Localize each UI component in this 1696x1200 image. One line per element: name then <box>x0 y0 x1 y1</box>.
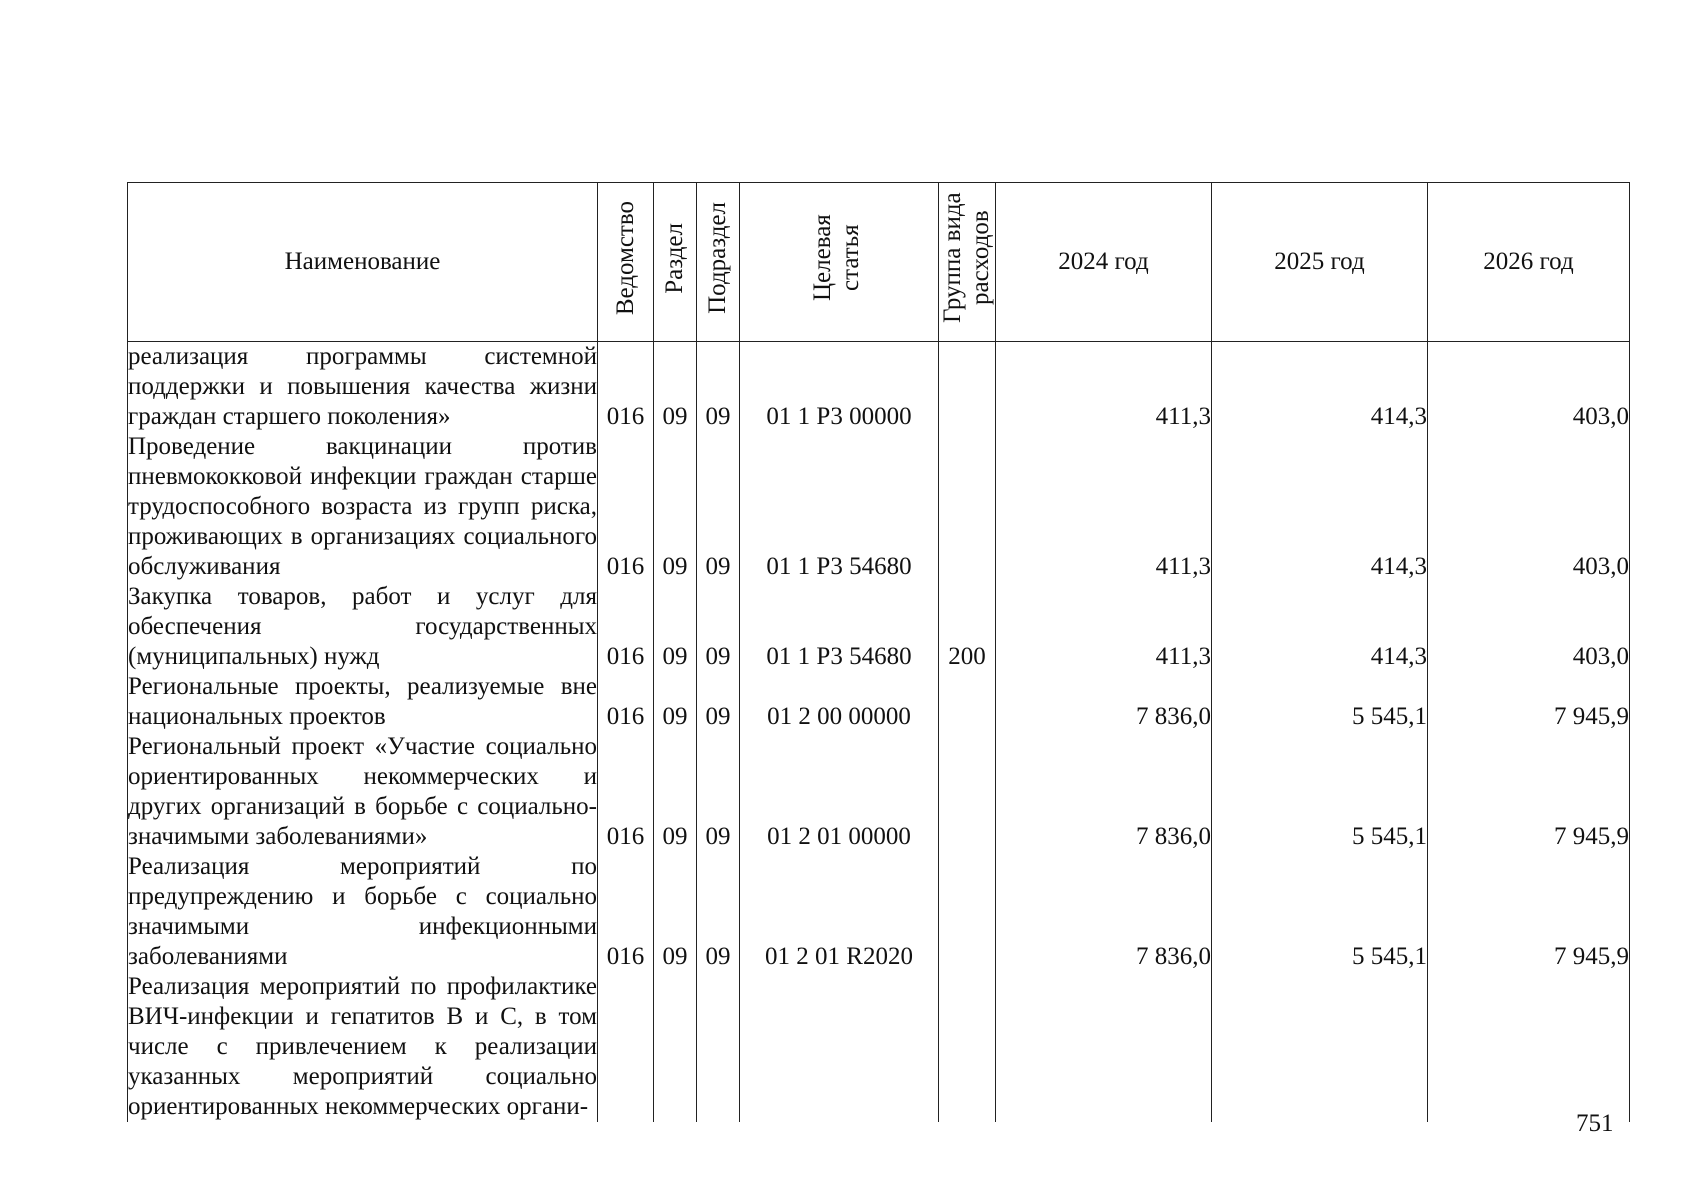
cell-target-article: 01 1 Р3 54680 <box>740 432 939 582</box>
cell-ministry: 016 <box>598 582 654 672</box>
cell-section: 09 <box>654 582 697 672</box>
table-row <box>128 972 1630 1122</box>
cell-target-article: 01 2 01 R2020 <box>740 852 939 972</box>
cell-section: 09 <box>654 732 697 852</box>
cell-name <box>128 972 598 1122</box>
page-number: 751 <box>1576 1110 1614 1137</box>
cell-2024: 411,3 <box>996 342 1212 433</box>
cell-expense-group <box>939 852 996 972</box>
row-name-text: Региональные проекты, реализуемые вне национальных проектов <box>128 673 597 730</box>
cell-ministry <box>598 972 654 1122</box>
cell-2026: 403,0 <box>1428 582 1630 672</box>
cell-2025: 5 545,1 <box>1212 732 1428 852</box>
header-2026: 2026 год <box>1428 183 1630 342</box>
cell-target-article <box>740 972 939 1122</box>
cell-ministry: 016 <box>598 672 654 732</box>
cell-2026: 7 945,9 <box>1428 672 1630 732</box>
header-row <box>128 183 1630 342</box>
cell-2025: 5 545,1 <box>1212 672 1428 732</box>
cell-target-article: 01 1 Р3 00000 <box>740 342 939 433</box>
row-name-text: Реализация мероприятий по профилактике ВИЧ-инфекции и гепатитов В и С, в том числе с привлечением к реализации указанных мероприятий социально ориентированных некоммерческих органи- <box>128 973 597 1120</box>
cell-2026 <box>1428 972 1630 1122</box>
header-subsection: Подраздел <box>697 183 740 342</box>
header-target-article: Целевая статья <box>740 183 939 342</box>
cell-subsection: 09 <box>697 672 740 732</box>
cell-section: 09 <box>654 342 697 433</box>
cell-expense-group: 200 <box>939 582 996 672</box>
row-name-text: Проведение вакцинации против пневмококковой инфекции граждан старше трудоспособного возраста из групп риска, проживающих в организациях социального обслуживания <box>128 433 597 580</box>
cell-name <box>128 342 598 433</box>
cell-2024: 7 836,0 <box>996 852 1212 972</box>
row-name-text: Региональный проект «Участие социально ориентированных некоммерческих и других организаций в борьбе с социально-значимыми заболеваниями» <box>128 733 597 850</box>
cell-target-article: 01 1 Р3 54680 <box>740 582 939 672</box>
cell-2024: 411,3 <box>996 432 1212 582</box>
header-2025: 2025 год <box>1212 183 1428 342</box>
cell-2024: 7 836,0 <box>996 732 1212 852</box>
cell-2024: 7 836,0 <box>996 672 1212 732</box>
cell-expense-group <box>939 672 996 732</box>
header-2024: 2024 год <box>996 183 1212 342</box>
table-body <box>128 342 1630 1123</box>
cell-2025: 414,3 <box>1212 342 1428 433</box>
cell-target-article: 01 2 00 00000 <box>740 672 939 732</box>
budget-table-wrapper <box>127 182 1630 1122</box>
cell-subsection: 09 <box>697 432 740 582</box>
cell-subsection <box>697 972 740 1122</box>
cell-section <box>654 972 697 1122</box>
budget-table <box>127 182 1630 1122</box>
table-row <box>128 342 1630 433</box>
header-expense-group: Группа вида расходов <box>939 183 996 342</box>
table-row <box>128 672 1630 732</box>
cell-name <box>128 432 598 582</box>
cell-ministry: 016 <box>598 432 654 582</box>
row-name-text: реализация программы системной поддержки и повышения качества жизни граждан старшего поколения» <box>128 343 597 430</box>
cell-2025: 414,3 <box>1212 582 1428 672</box>
cell-2026: 403,0 <box>1428 432 1630 582</box>
row-name-text: Закупка товаров, работ и услуг для обеспечения государственных (муниципальных) нужд <box>128 583 597 670</box>
cell-name <box>128 672 598 732</box>
cell-ministry: 016 <box>598 852 654 972</box>
cell-2026: 403,0 <box>1428 342 1630 433</box>
cell-subsection: 09 <box>697 342 740 433</box>
cell-expense-group <box>939 972 996 1122</box>
cell-2024 <box>996 972 1212 1122</box>
table-row <box>128 432 1630 582</box>
row-name-text: Реализация мероприятий по предупреждению и борьбе с социально значимыми инфекционными заболеваниями <box>128 853 597 970</box>
cell-target-article: 01 2 01 00000 <box>740 732 939 852</box>
cell-2025 <box>1212 972 1428 1122</box>
cell-name <box>128 852 598 972</box>
cell-section: 09 <box>654 432 697 582</box>
cell-expense-group <box>939 342 996 433</box>
cell-2025: 5 545,1 <box>1212 852 1428 972</box>
cell-2024: 411,3 <box>996 582 1212 672</box>
cell-2026: 7 945,9 <box>1428 852 1630 972</box>
cell-name <box>128 582 598 672</box>
cell-name <box>128 732 598 852</box>
header-name: Наименование <box>128 183 598 342</box>
header-ministry: Ведомство <box>598 183 654 342</box>
cell-subsection: 09 <box>697 582 740 672</box>
cell-section: 09 <box>654 672 697 732</box>
cell-subsection: 09 <box>697 852 740 972</box>
table-row <box>128 852 1630 972</box>
cell-ministry: 016 <box>598 342 654 433</box>
cell-subsection: 09 <box>697 732 740 852</box>
cell-2026: 7 945,9 <box>1428 732 1630 852</box>
cell-expense-group <box>939 732 996 852</box>
cell-2025: 414,3 <box>1212 432 1428 582</box>
header-section: Раздел <box>654 183 697 342</box>
cell-ministry: 016 <box>598 732 654 852</box>
table-row <box>128 582 1630 672</box>
cell-expense-group <box>939 432 996 582</box>
table-row <box>128 732 1630 852</box>
cell-section: 09 <box>654 852 697 972</box>
